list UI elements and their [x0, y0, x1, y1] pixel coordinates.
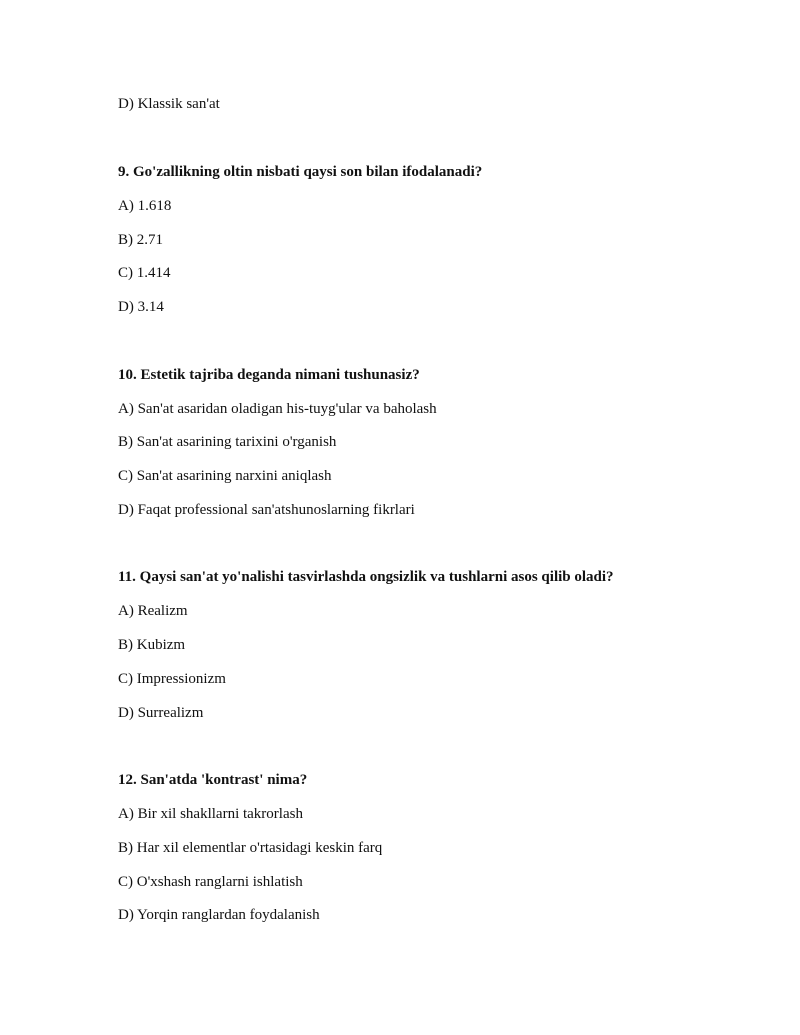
- q11-option-d: D) Surrealizm: [118, 705, 204, 721]
- q10-option-d: D) Faqat professional san'atshunoslarning fikrlari: [118, 502, 415, 518]
- question-11: 11. Qaysi san'at yo'nalishi tasvirlashda ongsizlik va tushlarni asos qilib oladi?: [118, 569, 614, 585]
- question-10: 10. Estetik tajriba deganda nimani tushunasiz?: [118, 367, 420, 383]
- option-d-prev: D) Klassik san'at: [118, 96, 220, 112]
- q10-option-b: B) San'at asarining tarixini o'rganish: [118, 434, 337, 450]
- q10-option-a: A) San'at asaridan oladigan his-tuyg'ular va baholash: [118, 401, 437, 417]
- q9-option-b: B) 2.71: [118, 232, 163, 248]
- q12-option-d: D) Yorqin ranglardan foydalanish: [118, 907, 320, 923]
- q12-option-a: A) Bir xil shakllarni takrorlash: [118, 806, 303, 822]
- q9-option-a: A) 1.618: [118, 198, 172, 214]
- question-9: 9. Go'zallikning oltin nisbati qaysi son bilan ifodalanadi?: [118, 164, 483, 180]
- q11-option-b: B) Kubizm: [118, 637, 186, 653]
- question-12: 12. San'atda 'kontrast' nima?: [118, 772, 308, 788]
- q12-option-b: B) Har xil elementlar o'rtasidagi keskin farq: [118, 840, 383, 856]
- q12-option-c: C) O'xshash ranglarni ishlatish: [118, 874, 303, 890]
- q11-option-a: A) Realizm: [118, 603, 188, 619]
- q11-option-c: C) Impressionizm: [118, 671, 226, 687]
- q10-option-c: C) San'at asarining narxini aniqlash: [118, 468, 332, 484]
- q9-option-d: D) 3.14: [118, 299, 164, 315]
- q9-option-c: C) 1.414: [118, 265, 171, 281]
